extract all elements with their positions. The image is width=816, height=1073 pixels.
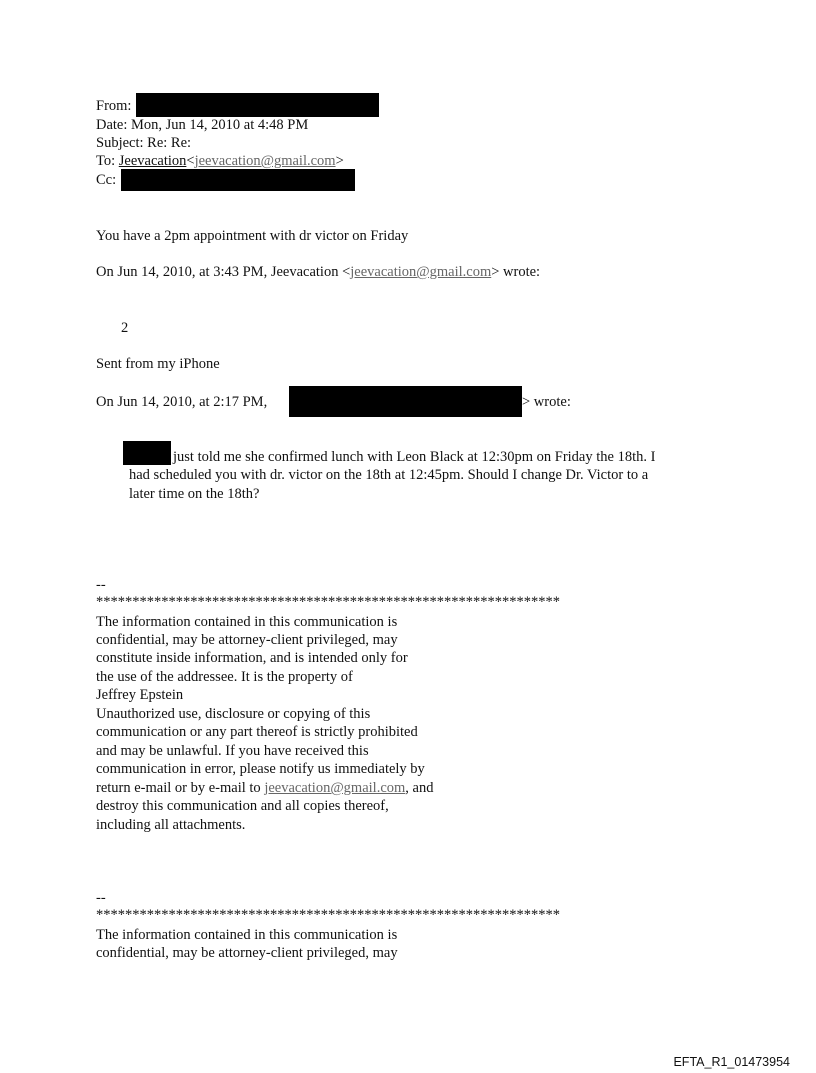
to-email-link[interactable]: jeevacation@gmail.com <box>194 153 336 169</box>
disclaimer1-line: communication or any part thereof is strictly prohibited <box>96 724 418 740</box>
quote2-line2: had scheduled you with dr. victor on the 18th at 12:45pm. Should I change Dr. Victor to a <box>129 467 649 483</box>
disclaimer1-line: and may be unlawful. If you have received this <box>96 743 369 759</box>
disclaimer1-line: communication in error, please notify us immediately by <box>96 761 425 777</box>
disclaimer1-dashes: -- <box>96 577 106 593</box>
quote2-line1: just told me she confirmed lunch with Leon Black at 12:30pm on Friday the 18th. I <box>173 449 656 465</box>
quote1-intro-prefix: On Jun 14, 2010, at 3:43 PM, Jeevacation < <box>96 264 351 280</box>
disclaimer1-email-prefix: return e-mail or by e-mail to <box>96 780 265 796</box>
subject-line: Subject: Re: Re: <box>96 135 192 151</box>
quote1-intro <box>96 263 540 281</box>
disclaimer1-line: Unauthorized use, disclosure or copying of this <box>96 706 371 722</box>
disclaimer2-stars: **************************************************************** <box>96 907 560 923</box>
to-line <box>96 152 344 170</box>
disclaimer1-line: the use of the addressee. It is the property of <box>96 669 353 685</box>
quote2-line3: later time on the 18th? <box>129 486 260 502</box>
disclaimer1-tail-line: destroy this communication and all copies thereof, <box>96 798 389 814</box>
disclaimer1-email-suffix: , and <box>405 780 434 796</box>
cc-label: Cc: <box>96 172 117 188</box>
disclaimer1-stars: **************************************************************** <box>96 594 560 610</box>
message-text: You have a 2pm appointment with dr victor on Friday <box>96 228 409 244</box>
to-name: Jeevacation <box>118 153 187 169</box>
document-id: EFTA_R1_01473954 <box>673 1055 790 1069</box>
disclaimer1-line: confidential, may be attorney-client privileged, may <box>96 632 398 648</box>
quote1-text: 2 <box>121 320 129 336</box>
redaction-from <box>136 93 379 117</box>
disclaimer1-line: The information contained in this communication is <box>96 614 398 630</box>
to-label: To: <box>96 153 116 169</box>
redaction-cc <box>121 169 355 191</box>
quote2-intro-suffix: > wrote: <box>522 394 571 410</box>
to-email-open: < <box>186 153 195 169</box>
disclaimer1-line: constitute inside information, and is intended only for <box>96 650 408 666</box>
sent-from: Sent from my iPhone <box>96 356 220 372</box>
redaction-quote2-sender <box>289 386 522 417</box>
disclaimer2-line: The information contained in this communication is <box>96 927 398 943</box>
quote2-intro-prefix: On Jun 14, 2010, at 2:17 PM, <box>96 394 268 410</box>
disclaimer1-line: Jeffrey Epstein <box>96 687 184 703</box>
redaction-quote2-name <box>123 441 171 465</box>
disclaimer1-email-line <box>96 779 433 797</box>
to-email-close: > <box>335 153 344 169</box>
disclaimer2-line: confidential, may be attorney-client privileged, may <box>96 945 398 961</box>
disclaimer1-email-link[interactable]: jeevacation@gmail.com <box>264 780 406 796</box>
disclaimer1-tail-line: including all attachments. <box>96 817 246 833</box>
quote1-intro-suffix: > wrote: <box>491 264 541 280</box>
disclaimer2-dashes: -- <box>96 890 106 906</box>
quote1-email-link[interactable]: jeevacation@gmail.com <box>350 264 492 280</box>
from-label: From: <box>96 98 132 114</box>
date-line: Date: Mon, Jun 14, 2010 at 4:48 PM <box>96 117 309 133</box>
